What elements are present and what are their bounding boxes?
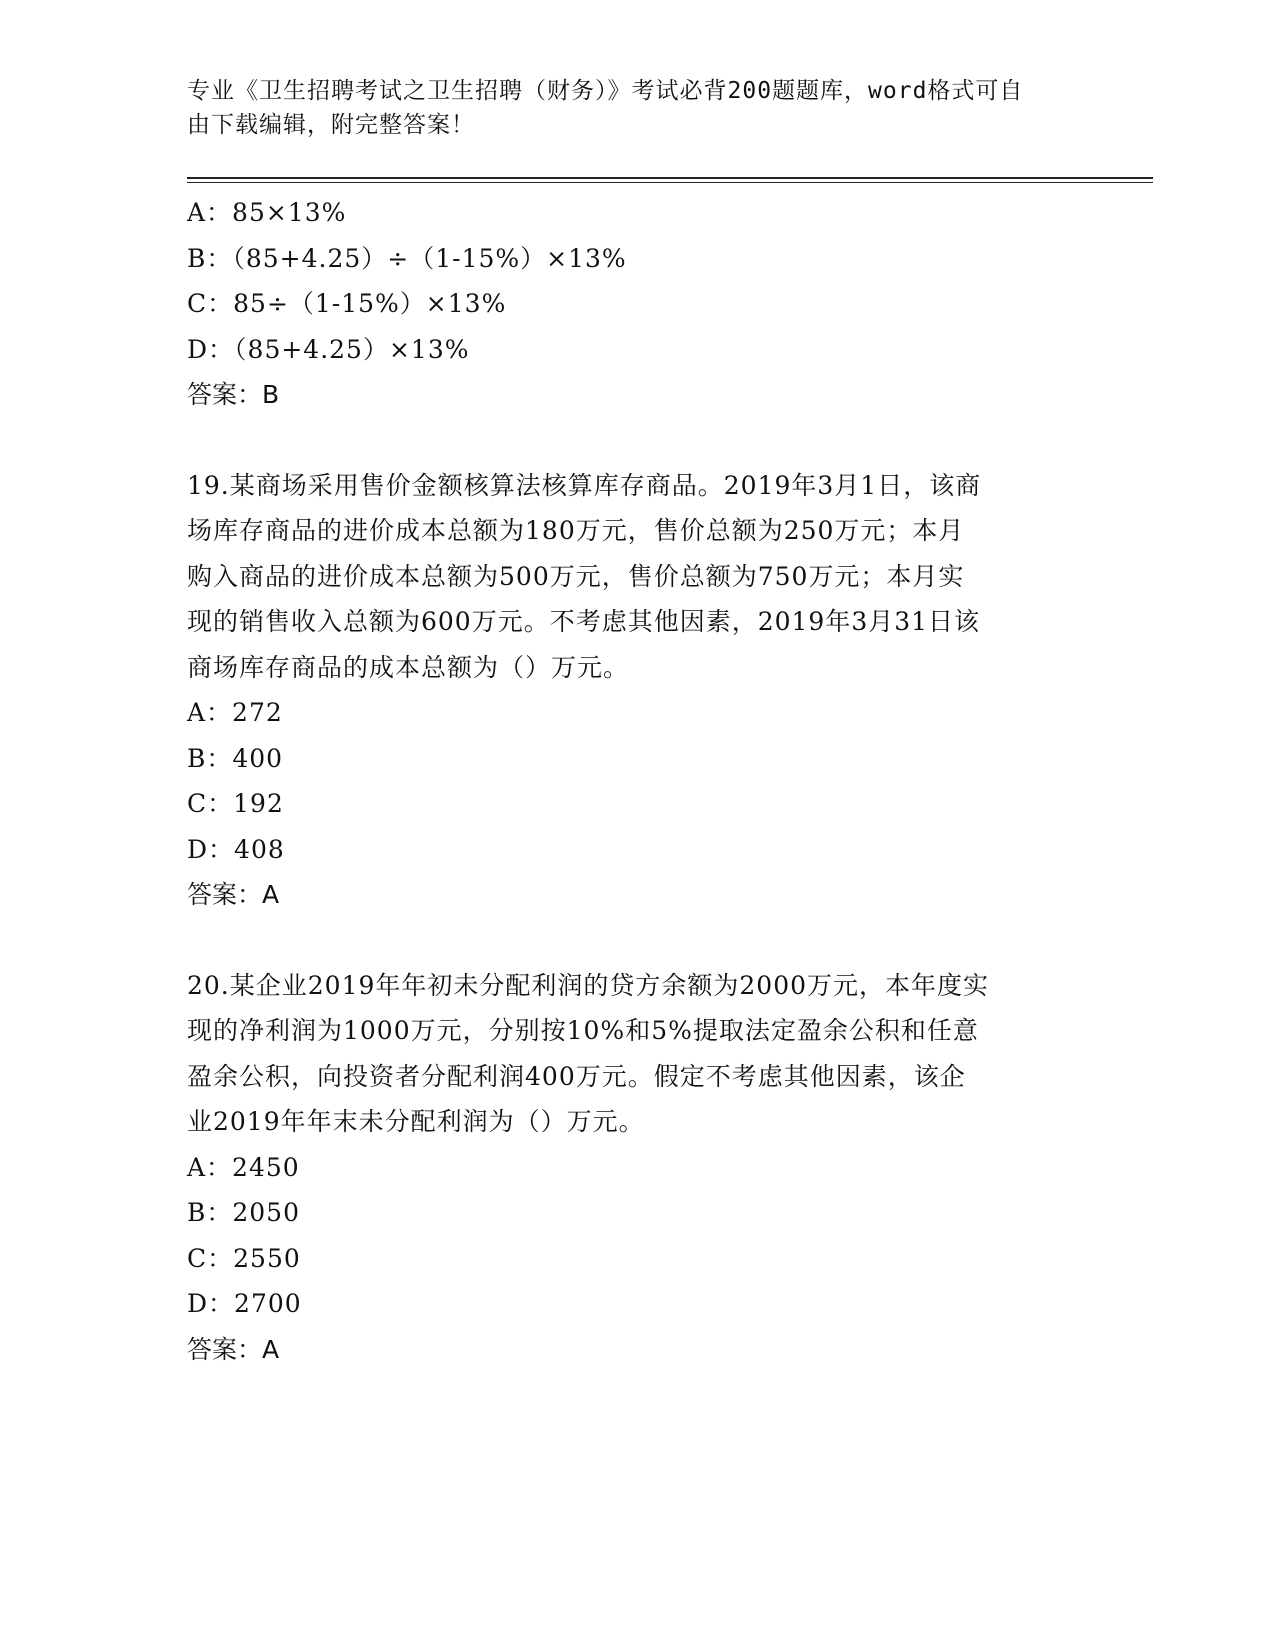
option-c: C：192 [187,789,284,818]
answer-line: 答案：A [187,880,280,909]
header-title-line-2: 由下载编辑，附完整答案！ [187,112,475,138]
header-divider-thin [187,182,1153,183]
option-d: D：2700 [187,1289,302,1318]
option-a: A：85×13% [187,198,347,227]
answer-line: 答案：B [187,380,280,409]
stem-line: 现的销售收入总额为600万元。不考虑其他因素，2019年3月31日该 [187,607,981,636]
option-b: B：400 [187,743,284,773]
document-header [187,74,1067,142]
question-19 [187,463,1087,918]
stem-line: 现的净利润为1000万元，分别按10%和5%提取法定盈余公积和任意 [187,1016,979,1045]
option-c: C：85÷（1-15%）×13% [187,289,507,318]
option-c: C：2550 [187,1243,301,1273]
document-body [187,190,1087,1372]
option-b: B：（85+4.25）÷（1-15%）×13% [187,243,627,273]
option-d: D：408 [187,834,285,864]
option-b: B：2050 [187,1198,300,1227]
stem-line: 购入商品的进价成本总额为500万元，售价总额为750万元；本月实 [187,561,965,591]
stem-line: 商场库存商品的成本总额为（）万元。 [187,652,630,682]
answer-line: 答案：A [187,1334,280,1364]
stem-line: 19.某商场采用售价金额核算法核算库存商品。2019年3月1日，该商 [187,470,982,500]
question-20 [187,963,1087,1373]
stem-line: 20.某企业2019年年初未分配利润的贷方余额为2000万元，本年度实 [187,970,990,1000]
question-stem [187,463,1082,691]
header-divider-thick [187,177,1153,179]
stem-line: 盈余公积，向投资者分配利润400万元。假定不考虑其他因素，该企 [187,1061,966,1091]
question-stem [187,963,1082,1145]
option-d: D：（85+4.25）×13% [187,334,470,364]
stem-line: 业2019年年末未分配利润为（）万元。 [187,1107,645,1136]
header-title-line-1: 专业《卫生招聘考试之卫生招聘（财务）》考试必背200题题库，word格式可自 [187,78,1024,104]
previous-question-block [187,190,1087,418]
stem-line: 场库存商品的进价成本总额为180万元，售价总额为250万元；本月 [187,516,965,545]
option-a: A：2450 [187,1152,300,1182]
option-a: A：272 [187,698,283,727]
